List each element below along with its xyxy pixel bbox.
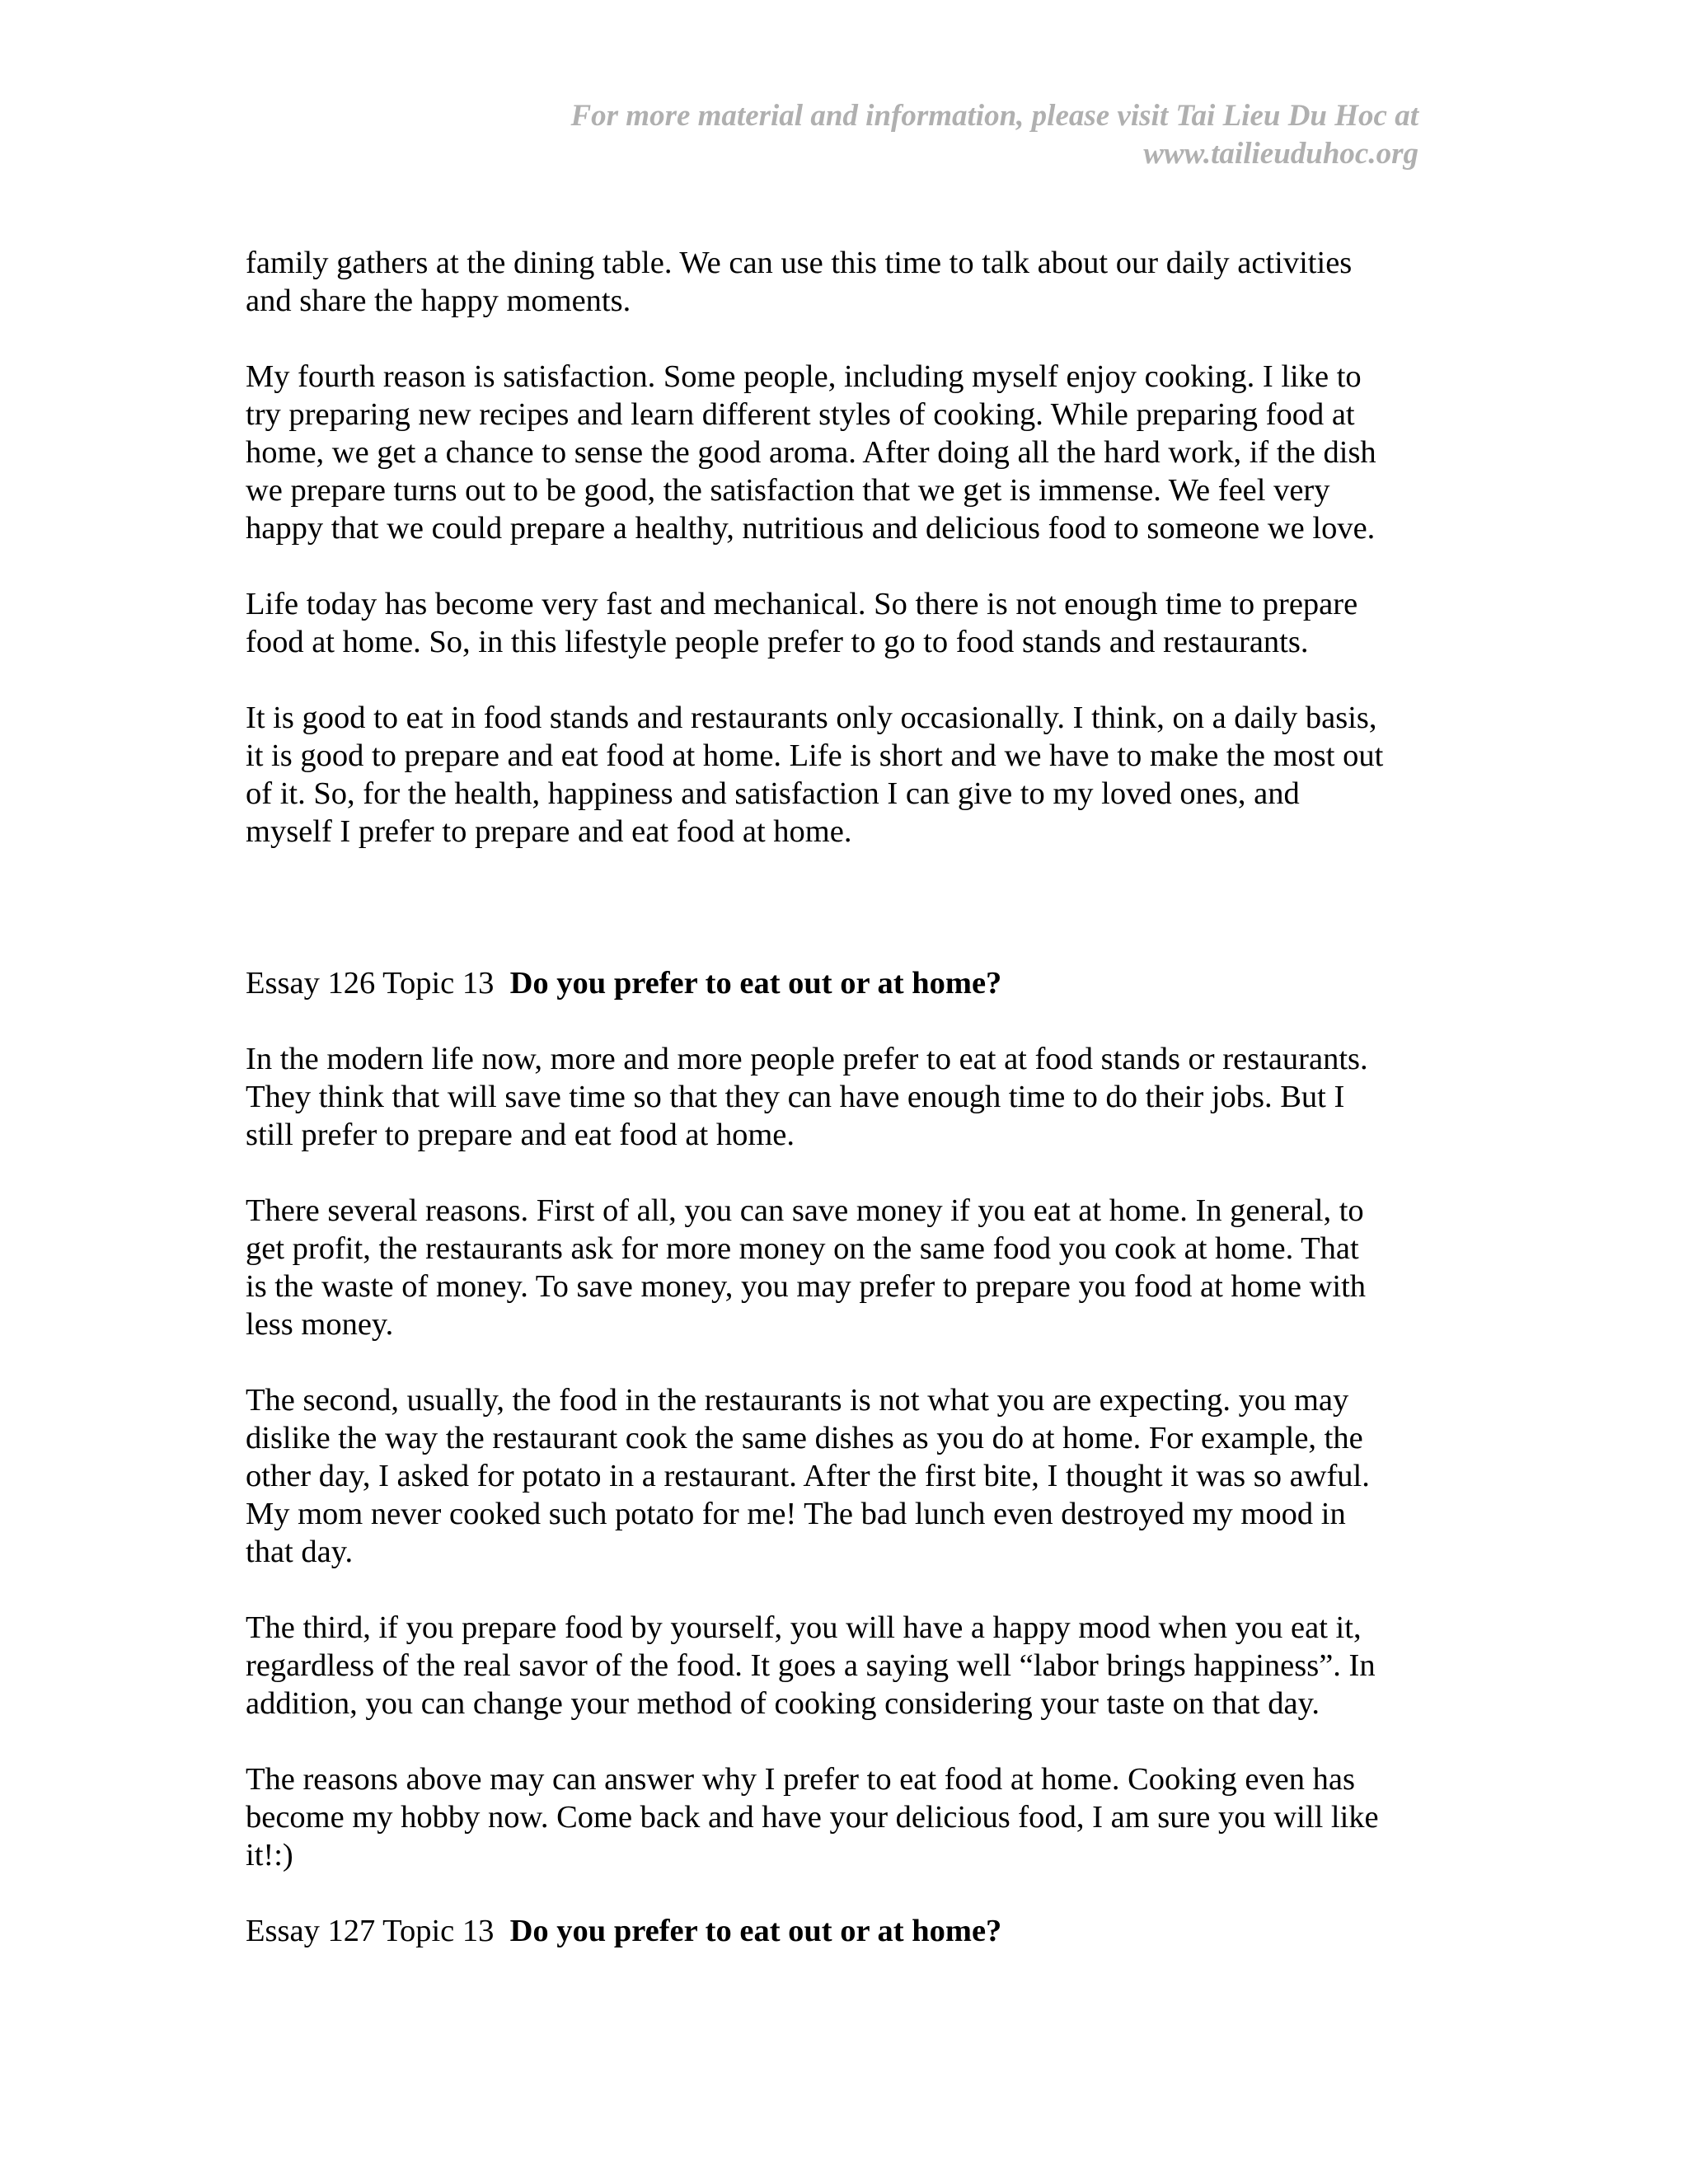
text-line: myself I prefer to prepare and eat food at home. — [246, 814, 852, 849]
text-line: There several reasons. First of all, you can save money if you eat at home. In general, to — [246, 1193, 1364, 1228]
text-line: we prepare turns out to be good, the satisfaction that we get is immense. We feel very — [246, 473, 1330, 508]
page-header — [347, 97, 1418, 173]
essay-label: Essay 126 Topic 13 — [246, 966, 495, 1001]
text-line: The third, if you prepare food by yourself, you will have a happy mood when you eat it, — [246, 1610, 1362, 1645]
text-line: home, we get a chance to sense the good aroma. After doing all the hard work, if the dish — [246, 435, 1376, 470]
paragraph — [246, 1760, 1449, 1874]
header-line-1: For more material and information, please visit Tai Lieu Du Hoc at — [570, 99, 1418, 133]
paragraph — [246, 1381, 1449, 1571]
essay-127-heading — [246, 1912, 1449, 1950]
essay-label: Essay 127 Topic 13 — [246, 1914, 495, 1948]
text-line: it is good to prepare and eat food at home. Life is short and we have to make the most out — [246, 738, 1384, 773]
text-line: In the modern life now, more and more people prefer to eat at food stands or restaurants. — [246, 1042, 1368, 1076]
text-line: get profit, the restaurants ask for more money on the same food you cook at home. That — [246, 1231, 1359, 1266]
essay-126-heading — [246, 964, 1449, 1002]
paragraph — [246, 244, 1449, 320]
essay-question: Do you prefer to eat out or at home? — [509, 1914, 1002, 1948]
section-spacer — [246, 888, 1449, 964]
text-line: become my hobby now. Come back and have your delicious food, I am sure you will like — [246, 1800, 1379, 1835]
text-line: It is good to eat in food stands and restaurants only occasionally. I think, on a daily basis, — [246, 701, 1377, 735]
text-line: The second, usually, the food in the restaurants is not what you are expecting. you may — [246, 1383, 1349, 1418]
text-line: regardless of the real savor of the food. It goes a saying well “labor brings happiness”. In — [246, 1648, 1376, 1683]
paragraph — [246, 358, 1449, 547]
text-line: other day, I asked for potato in a restaurant. After the first bite, I thought it was so awful. — [246, 1459, 1370, 1493]
text-line: Life today has become very fast and mechanical. So there is not enough time to prepare — [246, 587, 1358, 621]
paragraph — [246, 585, 1449, 661]
text-line: try preparing new recipes and learn different styles of cooking. While preparing food at — [246, 397, 1355, 432]
text-line: it!:) — [246, 1838, 293, 1872]
text-line: less money. — [246, 1307, 394, 1342]
text-line: The reasons above may can answer why I prefer to eat food at home. Cooking even has — [246, 1762, 1355, 1797]
paragraph — [246, 1609, 1449, 1722]
text-line: and share the happy moments. — [246, 284, 631, 318]
text-line: addition, you can change your method of cooking considering your taste on that day. — [246, 1686, 1320, 1721]
text-line: is the waste of money. To save money, you may prefer to prepare you food at home with — [246, 1269, 1367, 1304]
text-line: My fourth reason is satisfaction. Some people, including myself enjoy cooking. I like to — [246, 359, 1362, 394]
text-line: happy that we could prepare a healthy, nutritious and delicious food to someone we love. — [246, 511, 1376, 546]
document-body — [246, 244, 1449, 1988]
header-website-link[interactable]: www.tailieuduhoc.org — [1143, 137, 1418, 171]
text-line: still prefer to prepare and eat food at home. — [246, 1118, 795, 1152]
paragraph — [246, 699, 1449, 851]
text-line: of it. So, for the health, happiness and satisfaction I can give to my loved ones, and — [246, 776, 1300, 811]
paragraph — [246, 1192, 1449, 1343]
essay-question: Do you prefer to eat out or at home? — [509, 966, 1002, 1001]
text-line: family gathers at the dining table. We can use this time to talk about our daily activities — [246, 246, 1353, 280]
text-line: My mom never cooked such potato for me! The bad lunch even destroyed my mood in — [246, 1497, 1346, 1531]
text-line: that day. — [246, 1535, 354, 1569]
text-line: They think that will save time so that they can have enough time to do their jobs. But I — [246, 1080, 1345, 1114]
text-line: food at home. So, in this lifestyle people prefer to go to food stands and restaurants. — [246, 625, 1309, 659]
paragraph — [246, 1040, 1449, 1154]
text-line: dislike the way the restaurant cook the same dishes as you do at home. For example, the — [246, 1421, 1363, 1455]
